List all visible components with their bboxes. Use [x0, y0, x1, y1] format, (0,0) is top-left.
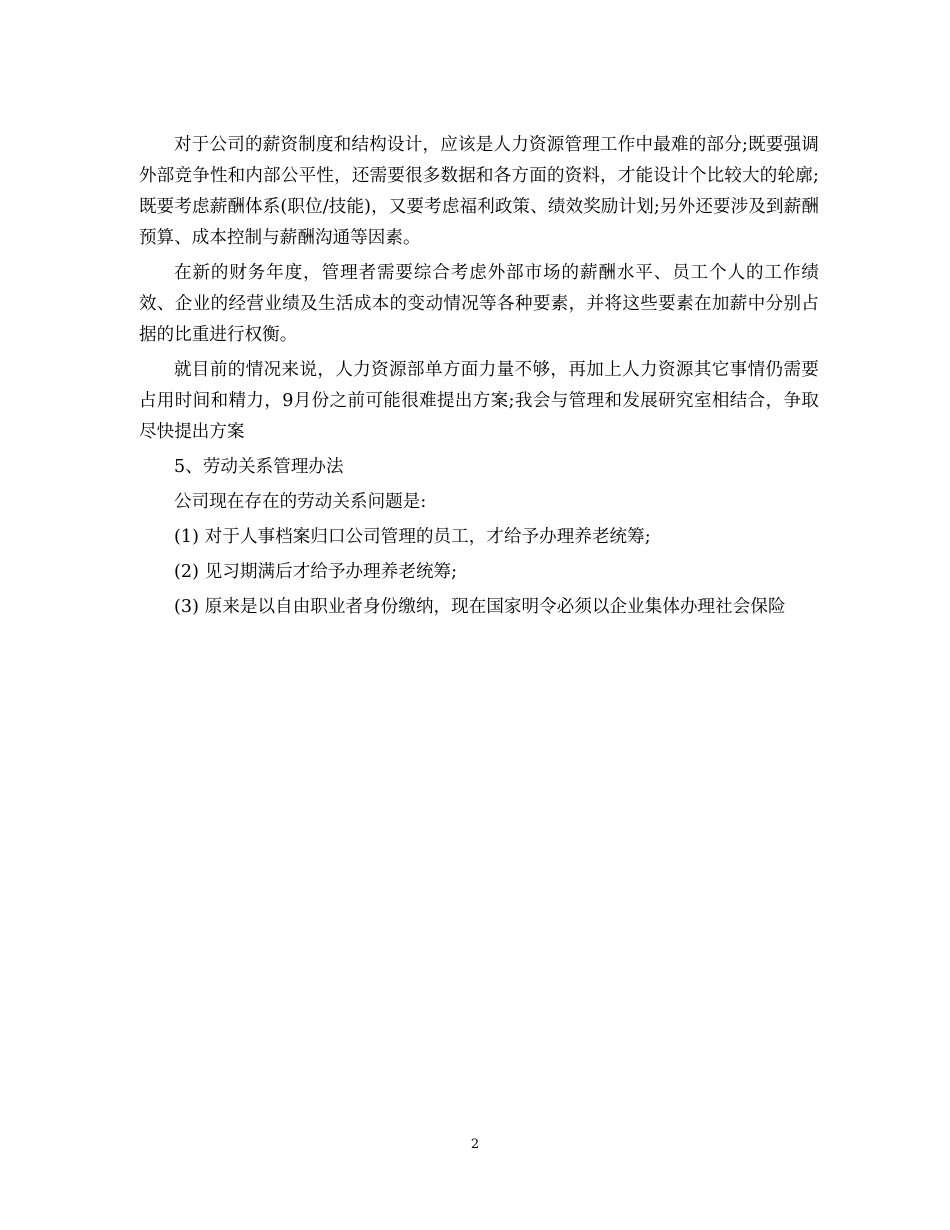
- list-item: (3) 原来是以自由职业者身份缴纳，现在国家明令必须以企业集体办理社会保险: [174, 597, 786, 617]
- paragraph-salary-design: 对于公司的薪资制度和结构设计，应该是人力资源管理工作中最难的部分;既要强调外部竞争性和内部公平性，还需要很多数据和各方面的资料，才能设计个比较大的轮廓;既要考虑薪酬体系(职位/技能)，又要考虑福利政策、绩效奖励计划;另外还要涉及到薪酬预算、成本控制与薪酬沟通等因素。: [139, 135, 819, 248]
- document-body: [139, 130, 819, 627]
- section-heading: 5、劳动关系管理办法: [174, 457, 344, 477]
- list-item: (1) 对于人事档案归口公司管理的员工，才给予办理养老统筹;: [174, 527, 651, 547]
- paragraph-fiscal-year: 在新的财务年度，管理者需要综合考虑外部市场的薪酬水平、员工个人的工作绩效、企业的经营业绩及生活成本的变动情况等各种要素，并将这些要素在加薪中分别占据的比重进行权衡。: [139, 263, 819, 345]
- list-item: (2) 见习期满后才给予办理养老统筹;: [174, 562, 458, 582]
- page-number: 2: [470, 1137, 480, 1152]
- section-intro: 公司现在存在的劳动关系问题是:: [174, 492, 427, 512]
- paragraph-current-situation: 就目前的情况来说，人力资源部单方面力量不够，再加上人力资源其它事情仍需要占用时间和精力，9月份之前可能很难提出方案;我会与管理和发展研究室相结合，争取尽快提出方案: [139, 360, 819, 442]
